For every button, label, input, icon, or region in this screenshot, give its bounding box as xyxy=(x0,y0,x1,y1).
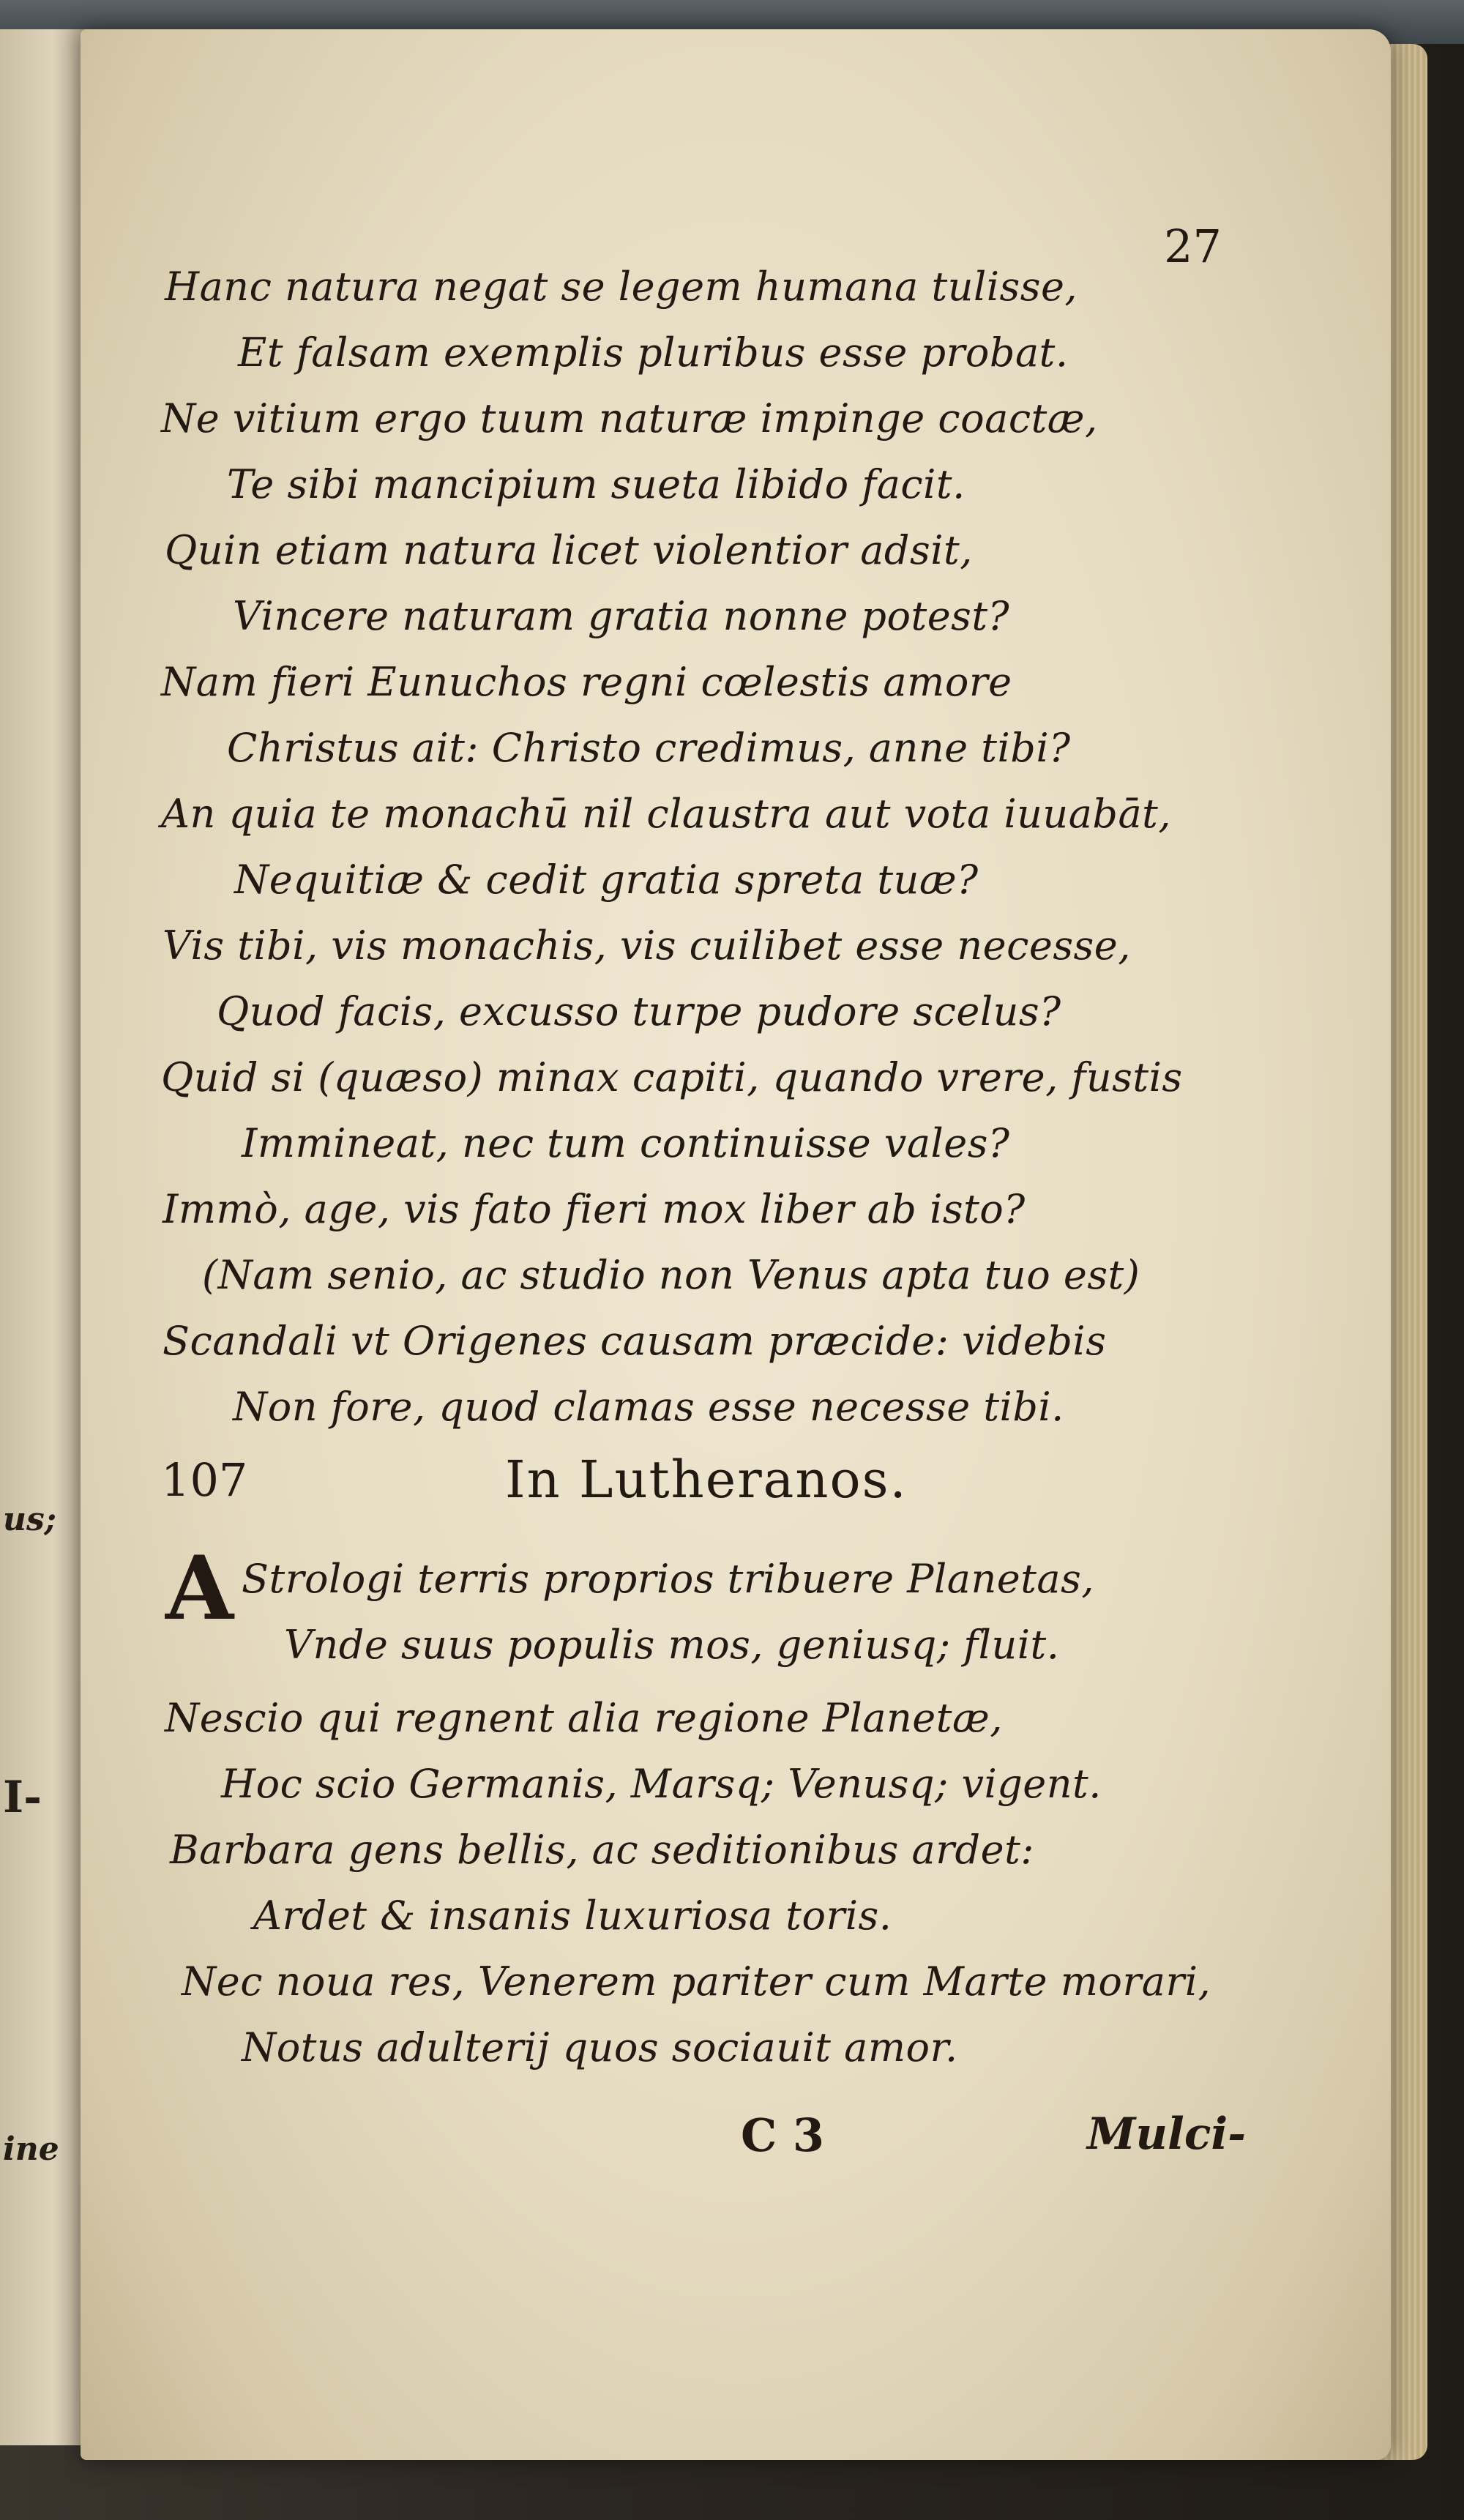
poem-line: Vis tibi, vis monachis, vis cuilibet esse necesse, xyxy=(163,922,1131,969)
signature-mark: C 3 xyxy=(741,2109,825,2162)
facing-page-fragment: I- xyxy=(3,1772,42,1823)
poem-line: Vincere naturam gratia nonne potest? xyxy=(233,593,1010,639)
epigram-line: Barbara gens bellis, ac seditionibus ardet: xyxy=(170,1827,1034,1873)
epigram-number: 107 xyxy=(161,1453,248,1507)
poem-line: Et falsam exemplis pluribus esse probat. xyxy=(238,329,1069,376)
poem-line: Nequitiæ & cedit gratia spreta tuæ? xyxy=(234,857,979,903)
epigram-line: Ardet & insanis luxuriosa toris. xyxy=(253,1893,892,1939)
poem-line: Nam fieri Eunuchos regni cœlestis amore xyxy=(161,659,1012,705)
poem-line-struck: Quin etiam natura licet violentior adsit, xyxy=(165,527,973,573)
page-number: 27 xyxy=(1164,220,1222,273)
facing-page-fragment: ine xyxy=(3,2131,59,2168)
epigram-line: Nec noua res, Venerem pariter cum Marte morari, xyxy=(182,1958,1211,2005)
drop-cap: A xyxy=(165,1537,234,1640)
book-page xyxy=(81,29,1391,2460)
poem-line: An quia te monachū nil claustra aut vota iuuabāt, xyxy=(161,791,1172,837)
poem-line: Quod facis, excusso turpe pudore scelus? xyxy=(217,988,1061,1035)
facing-page-fragment: us; xyxy=(3,1501,57,1538)
poem-line: Christus ait: Christo credimus, anne tibi? xyxy=(227,725,1071,771)
epigram-line: Nescio qui regnent alia regione Planetæ, xyxy=(165,1695,1003,1741)
poem-line: Te sibi mancipium sueta libido facit. xyxy=(227,461,966,507)
poem-line: Hanc natura negat se legem humana tulisse, xyxy=(165,264,1078,310)
poem-line: Immò, age, vis fato fieri mox liber ab isto? xyxy=(163,1186,1026,1232)
epigram-line: Vnde suus populis mos, geniusq; fluit. xyxy=(284,1622,1060,1668)
epigram-line: Hoc scio Germanis, Marsq; Venusq; vigent. xyxy=(221,1761,1102,1807)
facing-page xyxy=(0,29,90,2445)
epigram-line: Notus adulterij quos sociauit amor. xyxy=(242,2024,958,2070)
epigram-line: Strologi terris proprios tribuere Planetas, xyxy=(242,1556,1094,1602)
poem-line: Non fore, quod clamas esse necesse tibi. xyxy=(233,1384,1064,1430)
catchword: Mulci- xyxy=(1087,2109,1247,2160)
poem-line: Scandali vt Origenes causam præcide: videbis xyxy=(163,1318,1107,1364)
epigram-title: In Lutheranos. xyxy=(505,1450,908,1510)
poem-line: (Nam senio, ac studio non Venus apta tuo est) xyxy=(202,1252,1140,1298)
poem-line: Ne vitium ergo tuum naturæ impinge coactæ, xyxy=(161,395,1098,441)
poem-line: Immineat, nec tum continuisse vales? xyxy=(242,1120,1010,1166)
poem-line: Quid si (quæso) minax capiti, quando vrere, fustis xyxy=(161,1054,1183,1100)
